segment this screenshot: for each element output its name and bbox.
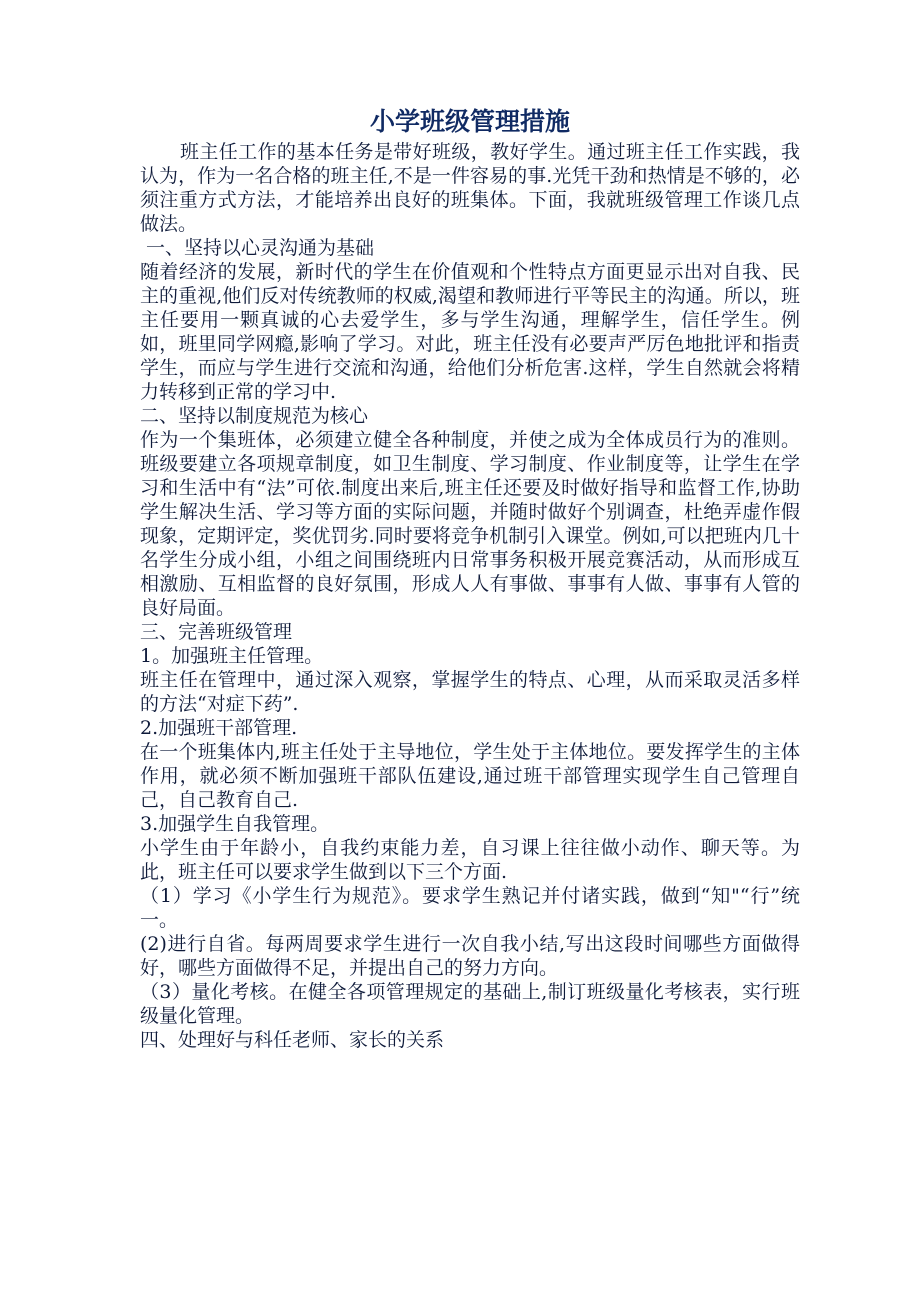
section-4-heading: 四、处理好与科任老师、家长的关系 [140, 1029, 445, 1051]
section-3-item-1-body: 班主任在管理中，通过深入观察，掌握学生的特点、心理，从而采取灵活多样的方法“对症下药”. [140, 669, 800, 715]
section-1-heading: 一、坚持以心灵沟通为基础 [146, 237, 375, 259]
section-3-item-1-heading: 1。加强班主任管理。 [140, 645, 324, 667]
section-1-body: 随着经济的发展，新时代的学生在价值观和个性特点方面更显示出对自我、民主的重视,他们反对传统教师的权威,渴望和教师进行平等民主的沟通。所以，班主任要用一颗真诚的心去爱学生，多与学生沟通，理解学生，信任学生。例如，班里同学网瘾,影响了学习。对此，班主任没有必要声严厉色地批评和指责学生，而应与学生进行交流和沟通，给他们分析危害.这样，学生自然就会将精力转移到正常的学习中. [140, 261, 800, 403]
section-3-subitem-1: （1）学习《小学生行为规范》。要求学生熟记并付诸实践，做到“知"“行”统一。 [140, 885, 800, 931]
section-3-item-2-body: 在一个班集体内,班主任处于主导地位，学生处于主体地位。要发挥学生的主体作用，就必须不断加强班干部队伍建设,通过班干部管理实现学生自己管理自己，自己教育自己. [140, 741, 800, 811]
document-page [140, 106, 800, 1052]
section-2-heading: 二、坚持以制度规范为核心 [140, 405, 369, 427]
section-3-heading: 三、完善班级管理 [140, 621, 293, 643]
section-2-body: 作为一个集班体，必须建立健全各种制度，并使之成为全体成员行为的准则。班级要建立各项规章制度，如卫生制度、学习制度、作业制度等，让学生在学习和生活中有“法”可依.制度出来后,班主任还要及时做好指导和监督工作,协助学生解决生活、学习等方面的实际问题，并随时做好个别调查，杜绝弄虚作假现象，定期评定，奖优罚劣.同时要将竞争机制引入课堂。例如,可以把班内几十名学生分成小组，小组之间围绕班内日常事务积极开展竞赛活动，从而形成互相激励、互相监督的良好氛围，形成人人有事做、事事有人做、事事有人管的良好局面。 [140, 429, 800, 619]
section-3-item-3-body: 小学生由于年龄小，自我约束能力差，自习课上往往做小动作、聊天等。为此，班主任可以要求学生做到以下三个方面. [140, 837, 800, 883]
document-title: 小学班级管理措施 [369, 107, 570, 136]
section-3-item-2-heading: 2.加强班干部管理. [140, 717, 298, 739]
intro-paragraph: 班主任工作的基本任务是带好班级，教好学生。通过班主任工作实践，我认为，作为一名合格的班主任,不是一件容易的事.光凭干劲和热情是不够的，必须注重方式方法，才能培养出良好的班集体。下面，我就班级管理工作谈几点做法。 [140, 141, 800, 235]
section-3-subitem-2: (2)进行自省。每两周要求学生进行一次自我小结,写出这段时间哪些方面做得好，哪些方面做得不足，并提出自己的努力方向。 [140, 933, 800, 979]
section-3-item-3-heading: 3.加强学生自我管理。 [140, 813, 330, 835]
section-3-subitem-3: （3）量化考核。在健全各项管理规定的基础上,制订班级量化考核表，实行班级量化管理。 [140, 981, 800, 1027]
